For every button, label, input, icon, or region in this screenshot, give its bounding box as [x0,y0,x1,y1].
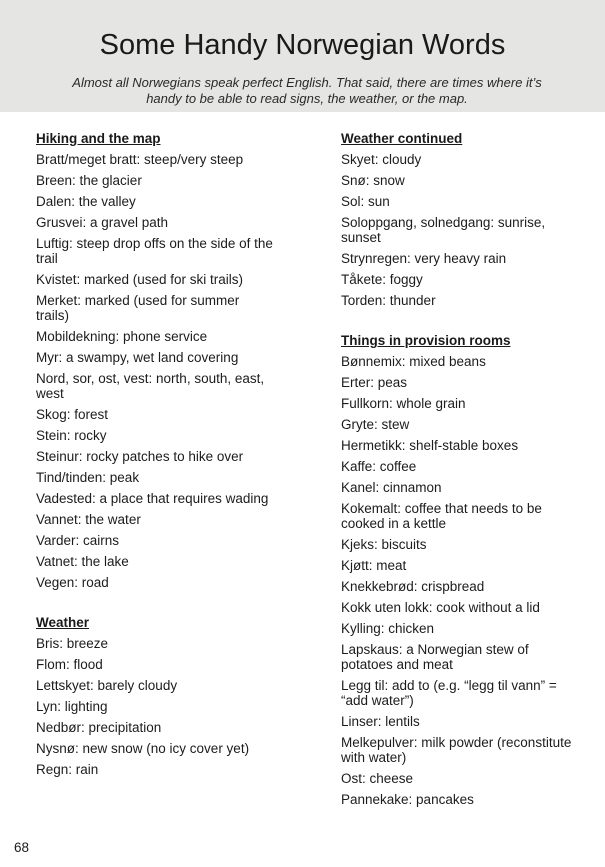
vocab-entry: Lettskyet: barely cloudy [36,678,178,693]
header-banner [0,0,605,112]
vocab-entry: Sol: sun [341,194,390,209]
section-heading-weather: Weather [36,615,90,630]
vocab-entry: Steinur: rocky patches to hike over [36,449,244,464]
vocab-entry: Kylling: chicken [341,621,435,636]
vocab-entry: Kanel: cinnamon [341,480,442,495]
vocab-entry: Regn: rain [36,762,99,777]
vocab-entry: Erter: peas [341,375,408,390]
vocab-entry: Fullkorn: whole grain [341,396,466,411]
provisions-list [341,354,579,807]
weather-continued-list [341,152,579,308]
vocab-entry: Kjeks: biscuits [341,537,427,552]
vocab-entry: Nord, sor, ost, vest: north, south, east, west [36,371,265,401]
vocab-entry: Hermetikk: shelf-stable boxes [341,438,519,453]
vocab-entry: Tåkete: foggy [341,272,423,287]
page-number: 68 [14,840,30,855]
vocab-entry: Flom: flood [36,657,103,672]
vocab-entry: Lapskaus: a Norwegian stew of potatoes and meat [341,642,529,672]
vocab-entry: Nedbør: precipitation [36,720,162,735]
vocab-entry: Merket: marked (used for summer trails) [36,293,240,323]
vocab-entry: Lyn: lighting [36,699,108,714]
vocab-entry: Ost: cheese [341,771,414,786]
vocab-entry: Breen: the glacier [36,173,142,188]
vocab-entry: Stein: rocky [36,428,107,443]
vocab-entry: Legg til: add to (e.g. “legg til vann” = “add water”) [341,678,557,708]
vocab-entry: Pannekake: pancakes [341,792,474,807]
vocab-entry: Tind/tinden: peak [36,470,140,485]
right-column [341,131,579,813]
vocab-entry: Torden: thunder [341,293,436,308]
vocab-entry: Myr: a swampy, wet land covering [36,350,239,365]
section-heading-weather-continued: Weather continued [341,131,463,146]
vocab-entry: Vadested: a place that requires wading [36,491,269,506]
vocab-entry: Bratt/meget bratt: steep/very steep [36,152,244,167]
vocab-entry: Dalen: the valley [36,194,136,209]
vocab-entry: Kokemalt: coffee that needs to be cooked in a kettle [341,501,542,531]
vocab-entry: Knekkebrød: crispbread [341,579,485,594]
page-subtitle: Almost all Norwegians speak perfect English. That said, there are times where it’s handy to be able to read signs, the weather, or the map. [72,75,542,106]
hiking-list [36,152,276,590]
vocab-entry: Skog: forest [36,407,109,422]
vocab-entry: Kvistet: marked (used for ski trails) [36,272,244,287]
vocab-entry: Vatnet: the lake [36,554,129,569]
vocab-entry: Gryte: stew [341,417,410,432]
section-heading-provisions: Things in provision rooms [341,333,511,348]
vocab-entry: Linser: lentils [341,714,420,729]
vocab-entry: Kokk uten lokk: cook without a lid [341,600,540,615]
page-title: Some Handy Norwegian Words [99,29,506,61]
vocab-entry: Grusvei: a gravel path [36,215,169,230]
vocab-entry: Vegen: road [36,575,109,590]
vocab-entry: Melkepulver: milk powder (reconstitute with water) [341,735,572,765]
weather-list [36,636,276,777]
vocab-entry: Kjøtt: meat [341,558,407,573]
vocab-entry: Nysnø: new snow (no icy cover yet) [36,741,250,756]
vocab-entry: Kaffe: coffee [341,459,417,474]
vocab-entry: Bris: breeze [36,636,109,651]
vocab-entry: Bønnemix: mixed beans [341,354,486,369]
vocab-entry: Mobildekning: phone service [36,329,208,344]
vocab-entry: Strynregen: very heavy rain [341,251,507,266]
vocab-entry: Soloppgang, solnedgang: sunrise, sunset [341,215,546,245]
section-heading-hiking: Hiking and the map [36,131,161,146]
vocab-entry: Varder: cairns [36,533,120,548]
vocab-entry: Luftig: steep drop offs on the side of the trail [36,236,273,266]
vocab-entry: Vannet: the water [36,512,141,527]
vocab-entry: Skyet: cloudy [341,152,422,167]
left-column [36,131,276,783]
vocab-entry: Snø: snow [341,173,405,188]
